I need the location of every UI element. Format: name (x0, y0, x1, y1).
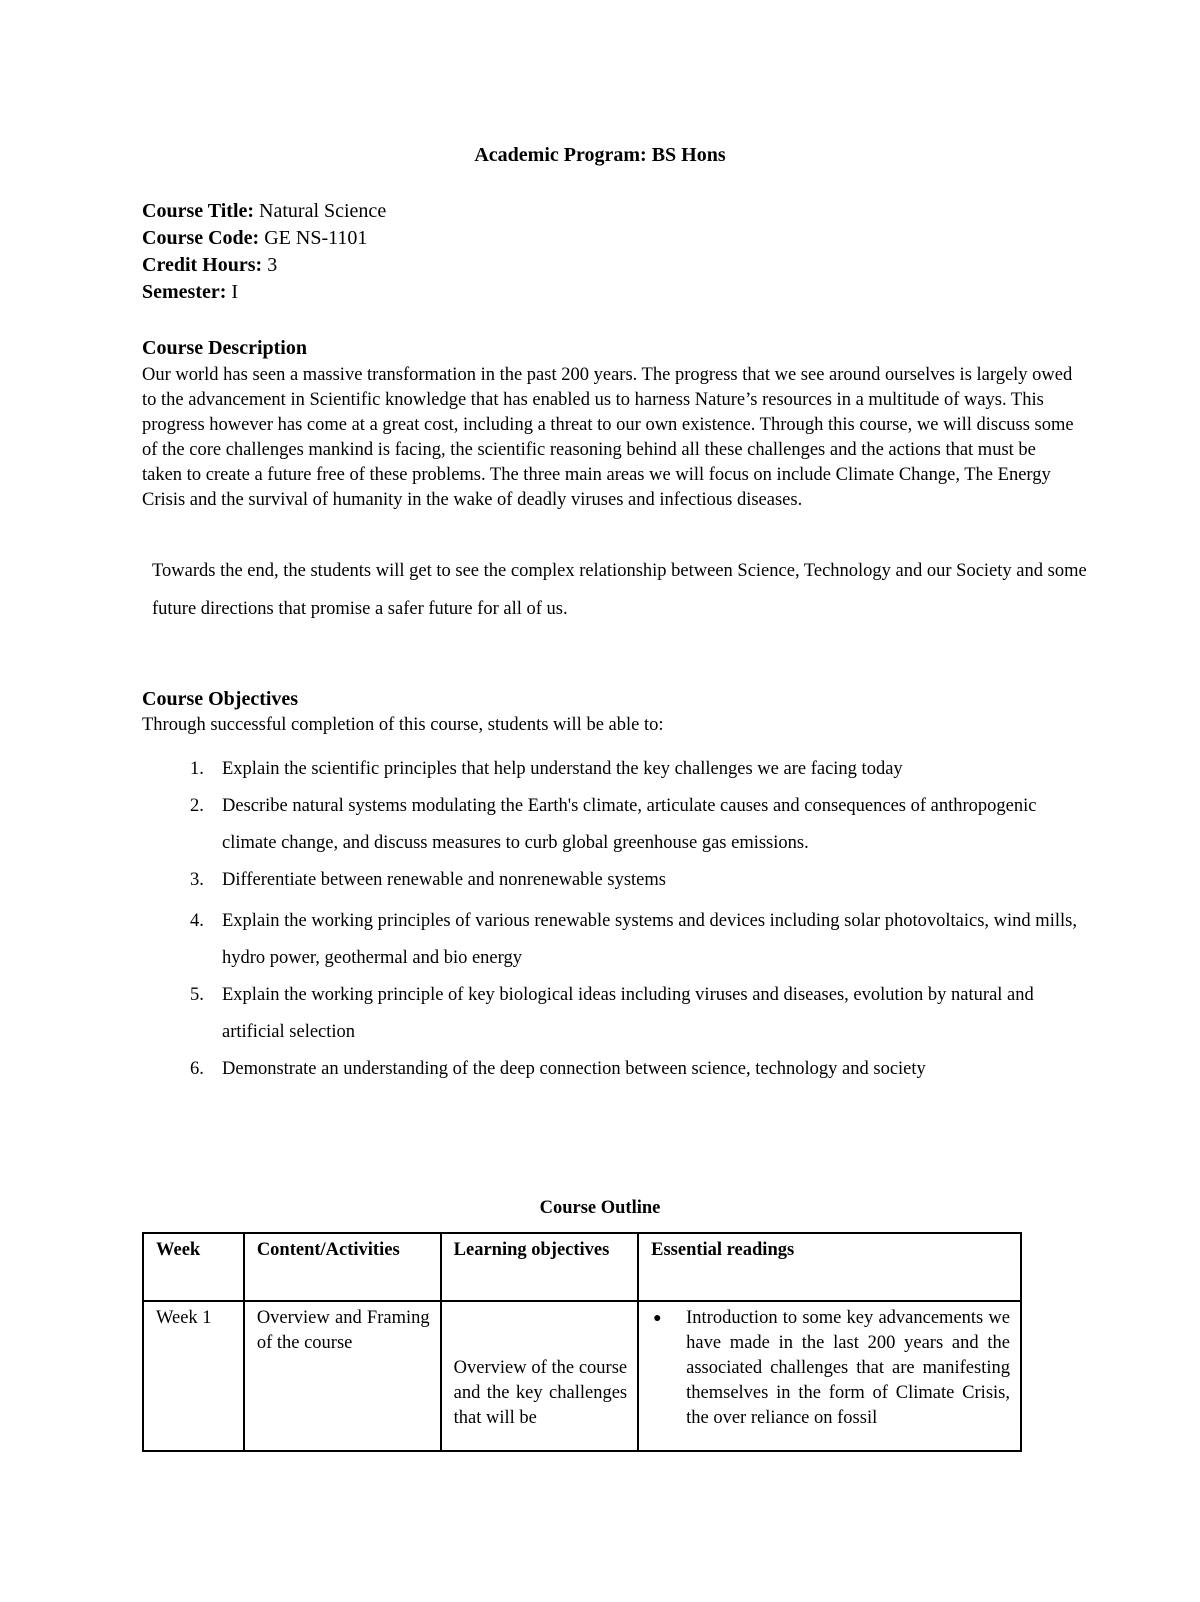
list-item-text: Explain the working principle of key biological ideas including viruses and diseases, evolution by natural and artificial selection (222, 985, 1034, 1042)
cell-content-text: Overview and Framing of the course (256, 1308, 430, 1353)
list-number: 2. (190, 796, 204, 816)
course-title-label: Course Title: (142, 200, 255, 222)
list-item (142, 977, 1077, 1051)
cell-content (244, 1301, 441, 1451)
list-item-text: Describe natural systems modulating the Earth's climate, articulate causes and consequences of anthropogenic climate change, and discuss measures to curb global greenhouse gas emissions. (222, 796, 1037, 853)
cell-learning-objectives (441, 1301, 638, 1451)
list-number: 3. (190, 870, 204, 890)
table-header-row (143, 1233, 1021, 1301)
list-number: 1. (190, 759, 204, 779)
cell-objectives-text: Overview of the course and the key challenges that will be (453, 1358, 628, 1428)
list-item-text: Explain the working principles of various renewable systems and devices including solar photovoltaics, wind mills, hydro power, geothermal and bio energy (222, 911, 1077, 968)
course-code-value: GE NS-1101 (259, 227, 368, 249)
list-item (142, 788, 1077, 862)
objectives-heading: Course Objectives (142, 688, 299, 710)
credit-hours-line (142, 252, 386, 279)
list-item-text: Differentiate between renewable and nonrenewable systems (222, 870, 666, 890)
list-item-text: Explain the scientific principles that help understand the key challenges we are facing today (222, 759, 903, 779)
list-item (142, 862, 1077, 899)
cell-week: Week 1 (143, 1301, 244, 1451)
course-info (142, 198, 386, 306)
semester-value: I (226, 281, 239, 303)
description-paragraph-2: Towards the end, the students will get to see the complex relationship between Science, Technology and our Society and some future directions that promise a safer future for all of us. (152, 561, 1087, 619)
header-learning-objectives: Learning objectives (441, 1233, 638, 1301)
list-item (142, 751, 1077, 788)
course-title-line (142, 198, 386, 225)
objectives-list (142, 751, 1077, 1088)
course-outline-table (142, 1232, 1022, 1452)
course-code-label: Course Code: (142, 227, 260, 249)
list-number: 5. (190, 985, 204, 1005)
semester-label: Semester: (142, 281, 227, 303)
header-week: Week (143, 1233, 244, 1301)
cell-reading-text: Introduction to some key advancements we have made in the last 200 years and the associated challenges that are manifesting themselves in the form of Climate Crisis, the over reliance on fossil (686, 1308, 1010, 1428)
list-item (142, 903, 1077, 977)
outline-title: Course Outline (539, 1198, 661, 1218)
course-code-line (142, 225, 386, 252)
description-heading: Course Description (142, 337, 307, 359)
list-item-text: Demonstrate an understanding of the deep connection between science, technology and society (222, 1059, 926, 1079)
bullet-icon: ● (653, 1311, 662, 1326)
list-item (142, 1051, 1077, 1088)
course-title-value: Natural Science (254, 200, 387, 222)
credit-hours-label: Credit Hours: (142, 254, 263, 276)
description-paragraph-1: Our world has seen a massive transformation in the past 200 years. The progress that we see around ourselves is largely owed to the advancement in Scientific knowledge that has enabled us to harness Nature’s resources in a multitude of ways. This progress however has come at a great cost, including a threat to our own existence. Through this course, we will discuss some of the core challenges mankind is facing, the scientific reasoning behind all these challenges and the actions that must be taken to create a future free of these problems. The three main areas we will focus on include Climate Change, The Energy Crisis and the survival of humanity in the wake of deadly viruses and infectious diseases. (142, 365, 1074, 510)
page-title: Academic Program: BS Hons (474, 144, 726, 166)
semester-line (142, 279, 386, 306)
header-essential-readings: Essential readings (638, 1233, 1021, 1301)
credit-hours-value: 3 (262, 254, 278, 276)
cell-essential-readings (638, 1301, 1021, 1451)
list-number: 6. (190, 1059, 204, 1079)
objectives-intro: Through successful completion of this course, students will be able to: (142, 715, 664, 735)
header-content: Content/Activities (244, 1233, 441, 1301)
list-number: 4. (190, 911, 204, 931)
table-row (143, 1301, 1021, 1451)
